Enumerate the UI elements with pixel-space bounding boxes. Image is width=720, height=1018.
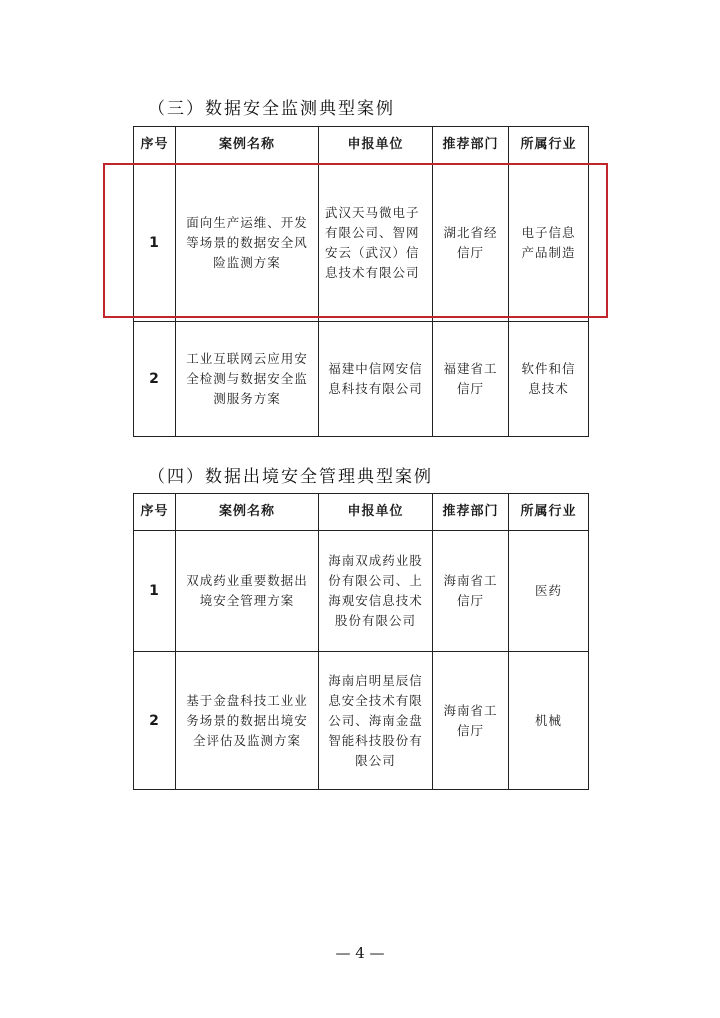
header-no: 序号 <box>134 494 176 531</box>
row-no: 2 <box>134 652 176 790</box>
row-case-name: 工业互联网云应用安全检测与数据安全监测服务方案 <box>176 322 319 437</box>
row-industry: 软件和信息技术 <box>509 322 589 437</box>
row-industry: 电子信息产品制造 <box>509 164 589 322</box>
row-recommender: 海南省工信厅 <box>433 531 509 652</box>
table-row <box>134 531 589 652</box>
section-title-cross-border: （四）数据出境安全管理典型案例 <box>148 467 433 487</box>
header-industry: 所属行业 <box>509 127 589 164</box>
header-recommender: 推荐部门 <box>433 494 509 531</box>
row-recommender: 海南省工信厅 <box>433 652 509 790</box>
header-applicant: 申报单位 <box>319 494 433 531</box>
page-number: — 4 — <box>335 944 385 962</box>
header-case-name: 案例名称 <box>176 494 319 531</box>
row-applicant: 海南双成药业股份有限公司、上海观安信息技术股份有限公司 <box>319 531 433 652</box>
header-no: 序号 <box>134 127 176 164</box>
row-industry: 机械 <box>509 652 589 790</box>
row-no: 1 <box>134 531 176 652</box>
row-recommender: 福建省工信厅 <box>433 322 509 437</box>
cross-border-cases-table <box>133 493 589 790</box>
table-row <box>134 322 589 437</box>
row-no: 1 <box>134 164 176 322</box>
header-recommender: 推荐部门 <box>433 127 509 164</box>
row-applicant: 武汉天马微电子有限公司、智网安云（武汉）信息技术有限公司 <box>319 164 433 322</box>
table-header-row <box>134 494 589 531</box>
section-title-monitoring: （三）数据安全监测典型案例 <box>148 99 395 119</box>
row-applicant: 福建中信网安信息科技有限公司 <box>319 322 433 437</box>
row-applicant: 海南启明星辰信息安全技术有限公司、海南金盘智能科技股份有限公司 <box>319 652 433 790</box>
header-applicant: 申报单位 <box>319 127 433 164</box>
row-case-name: 基于金盘科技工业业务场景的数据出境安全评估及监测方案 <box>176 652 319 790</box>
table-row <box>134 652 589 790</box>
header-case-name: 案例名称 <box>176 127 319 164</box>
table-header-row <box>134 127 589 164</box>
highlight-box <box>103 163 608 318</box>
row-recommender: 湖北省经信厅 <box>433 164 509 322</box>
row-case-name: 双成药业重要数据出境安全管理方案 <box>176 531 319 652</box>
row-case-name: 面向生产运维、开发等场景的数据安全风险监测方案 <box>176 164 319 322</box>
header-industry: 所属行业 <box>509 494 589 531</box>
row-industry: 医药 <box>509 531 589 652</box>
row-no: 2 <box>134 322 176 437</box>
